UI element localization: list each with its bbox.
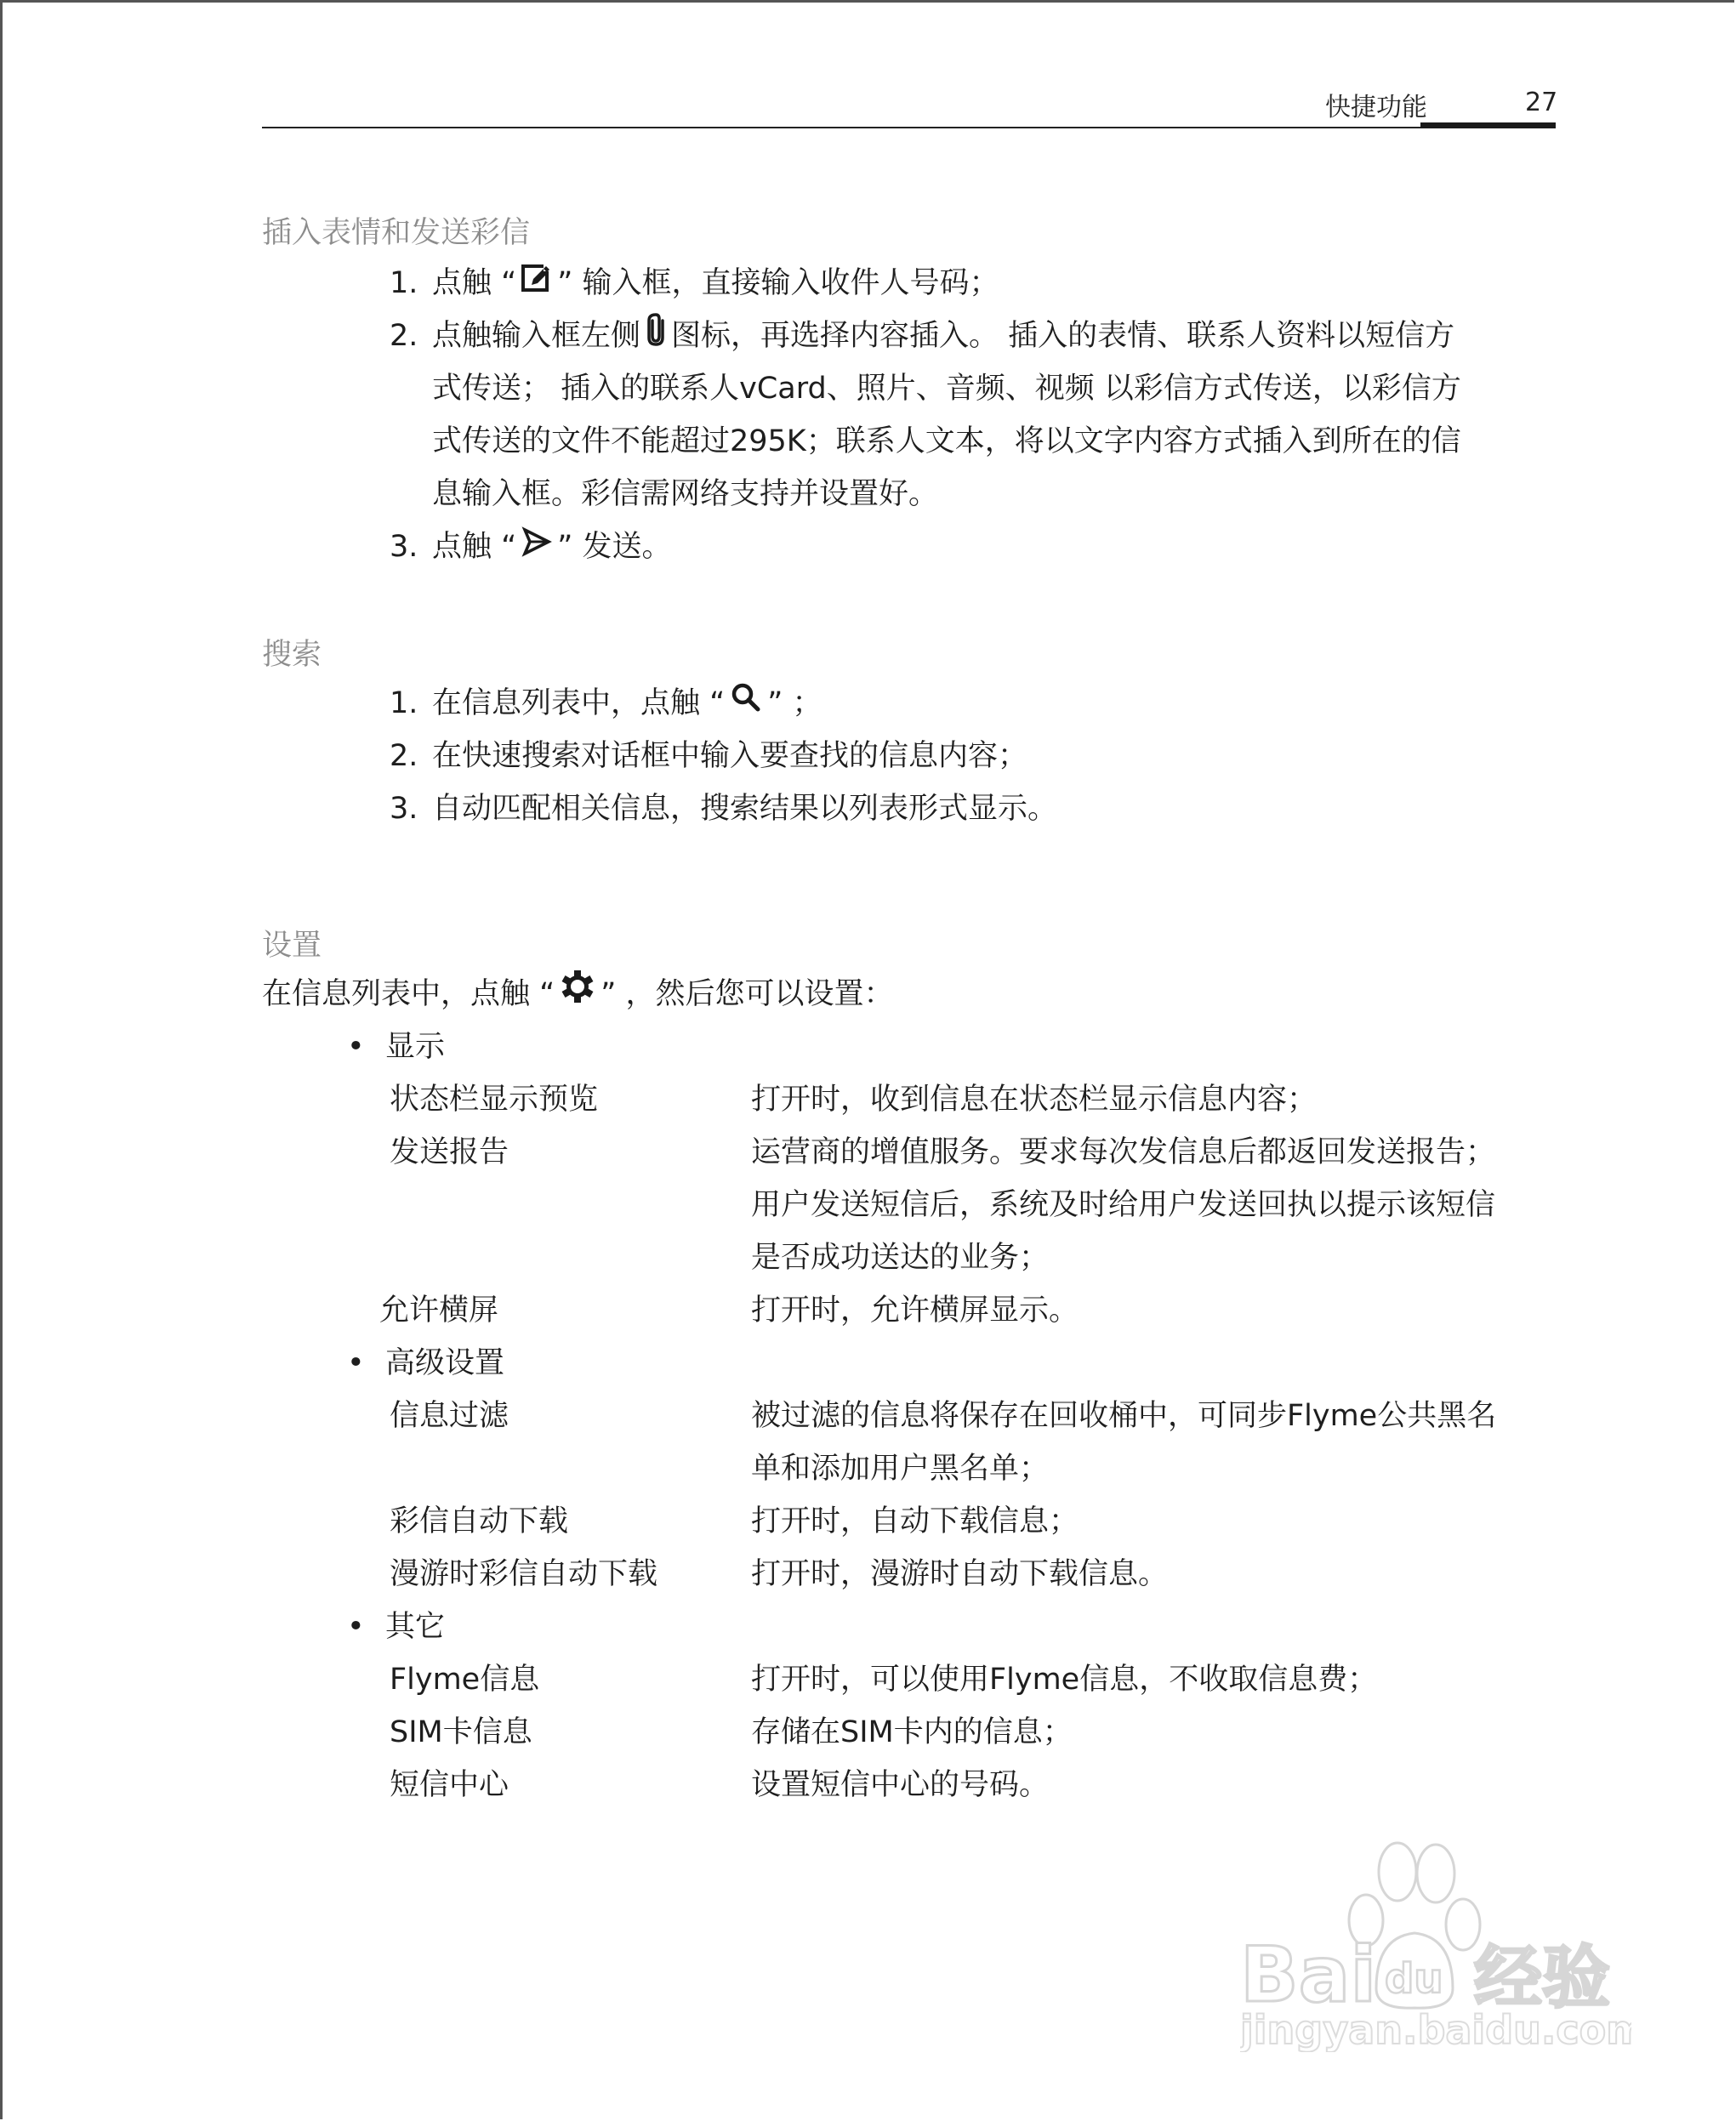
watermark-logo-left: Bai: [1240, 1931, 1377, 2020]
search-step-2: [390, 730, 1027, 782]
bullet-icon: •: [347, 1346, 365, 1380]
step-text: 点触输入框左侧: [432, 319, 641, 353]
step-number: 1.: [390, 266, 418, 300]
step-text: ” 发送。: [557, 530, 672, 564]
step-number: 3.: [390, 792, 418, 826]
step-text: 在快速搜索对话框中输入要查找的信息内容；: [432, 739, 1028, 773]
setting-label-message-filter: 信息过滤: [390, 1399, 509, 1433]
step-number: 1.: [390, 686, 418, 720]
paperclip-icon: [646, 310, 666, 363]
search-icon: [730, 678, 762, 731]
settings-group-other: [347, 1601, 445, 1653]
search-step-3: [390, 782, 1057, 835]
intro-text: ” ，然后您可以设置：: [600, 977, 894, 1011]
setting-label-roaming-mms-download: 漫游时彩信自动下载: [390, 1557, 658, 1591]
setting-label-sms-center: 短信中心: [390, 1768, 509, 1802]
bullet-icon: •: [347, 1030, 365, 1064]
setting-desc: 打开时，可以使用Flyme信息，不收取信息费；: [751, 1663, 1378, 1697]
intro-text: 在信息列表中，点触 “: [262, 977, 555, 1011]
page-number: 27: [1525, 88, 1558, 117]
setting-desc: 打开时，自动下载信息；: [751, 1504, 1079, 1538]
setting-desc: 用户发送短信后，系统及时给用户发送回执以提示该短信: [751, 1188, 1496, 1222]
setting-desc: 被过滤的信息将保存在回收桶中，可同步Flyme公共黑名: [751, 1399, 1497, 1433]
mms-step-3: [390, 520, 672, 574]
step-text: 在信息列表中，点触 “: [432, 686, 726, 720]
mms-step-2-cont-3: 息输入框。彩信需网络支持并设置好。: [432, 477, 939, 511]
setting-label-flyme-message: Flyme信息: [390, 1663, 540, 1697]
section-heading-mms: 插入表情和发送彩信: [262, 216, 531, 250]
settings-group-advanced: [347, 1337, 504, 1390]
header-rule: [262, 127, 1555, 128]
mms-step-2: [390, 310, 1454, 363]
setting-label-sim-messages: SIM卡信息: [390, 1715, 532, 1749]
chapter-title: 快捷功能: [1325, 93, 1427, 122]
setting-desc: 单和添加用户黑名单；: [751, 1452, 1050, 1486]
search-step-1: [390, 677, 822, 731]
step-number: 2.: [390, 739, 418, 773]
gear-icon: [560, 969, 595, 1021]
header-accent-bar: [1420, 122, 1556, 128]
compose-icon: [521, 258, 552, 310]
settings-group-display: [347, 1021, 445, 1073]
watermark-logo-paw: du: [1385, 1955, 1443, 2003]
step-text: 图标，再选择内容插入。 插入的表情、联系人资料以短信方: [671, 319, 1455, 353]
step-number: 3.: [390, 530, 418, 564]
setting-label-landscape: 允许横屏: [379, 1294, 499, 1328]
group-title: 高级设置: [385, 1346, 505, 1380]
setting-desc: 是否成功送达的业务；: [751, 1241, 1050, 1275]
bullet-icon: •: [347, 1610, 365, 1644]
settings-intro: [262, 968, 894, 1021]
section-heading-settings: 设置: [262, 929, 322, 963]
setting-desc: 打开时，收到信息在状态栏显示信息内容；: [751, 1083, 1318, 1117]
step-text: 点触 “: [432, 530, 517, 564]
setting-desc: 打开时，漫游时自动下载信息。: [751, 1557, 1169, 1591]
setting-desc: 打开时，允许横屏显示。: [751, 1294, 1079, 1328]
setting-desc: 设置短信中心的号码。: [751, 1768, 1050, 1802]
step-number: 2.: [390, 319, 418, 353]
mms-step-2-cont-2: 式传送的文件不能超过295K；联系人文本，将以文字内容方式插入到所在的信: [432, 424, 1461, 458]
step-text: 点触 “: [432, 266, 517, 300]
mms-step-2-cont-1: 式传送； 插入的联系人vCard、照片、音频、视频 以彩信方式传送，以彩信方: [432, 372, 1461, 406]
step-text: 自动匹配相关信息，搜索结果以列表形式显示。: [432, 792, 1058, 826]
group-title: 其它: [385, 1610, 446, 1644]
setting-label-delivery-report: 发送报告: [390, 1135, 509, 1169]
mms-step-1: [390, 257, 999, 310]
setting-label-mms-auto-download: 彩信自动下载: [390, 1504, 569, 1538]
baidu-jingyan-watermark: [1240, 1840, 1631, 2056]
setting-label-statusbar-preview: 状态栏显示预览: [390, 1083, 599, 1117]
watermark-logo-cn: 经验: [1474, 1938, 1610, 2017]
setting-desc: 存储在SIM卡内的信息；: [751, 1715, 1073, 1749]
send-icon: [521, 521, 552, 574]
step-text: ” ；: [767, 686, 822, 720]
group-title: 显示: [385, 1030, 446, 1064]
section-heading-search: 搜索: [262, 638, 322, 672]
step-text: ” 输入框，直接输入收件人号码；: [557, 266, 999, 300]
setting-desc: 运营商的增值服务。要求每次发信息后都返回发送报告；: [751, 1135, 1496, 1169]
watermark-url: jingyan.baidu.com: [1240, 2007, 1631, 2052]
